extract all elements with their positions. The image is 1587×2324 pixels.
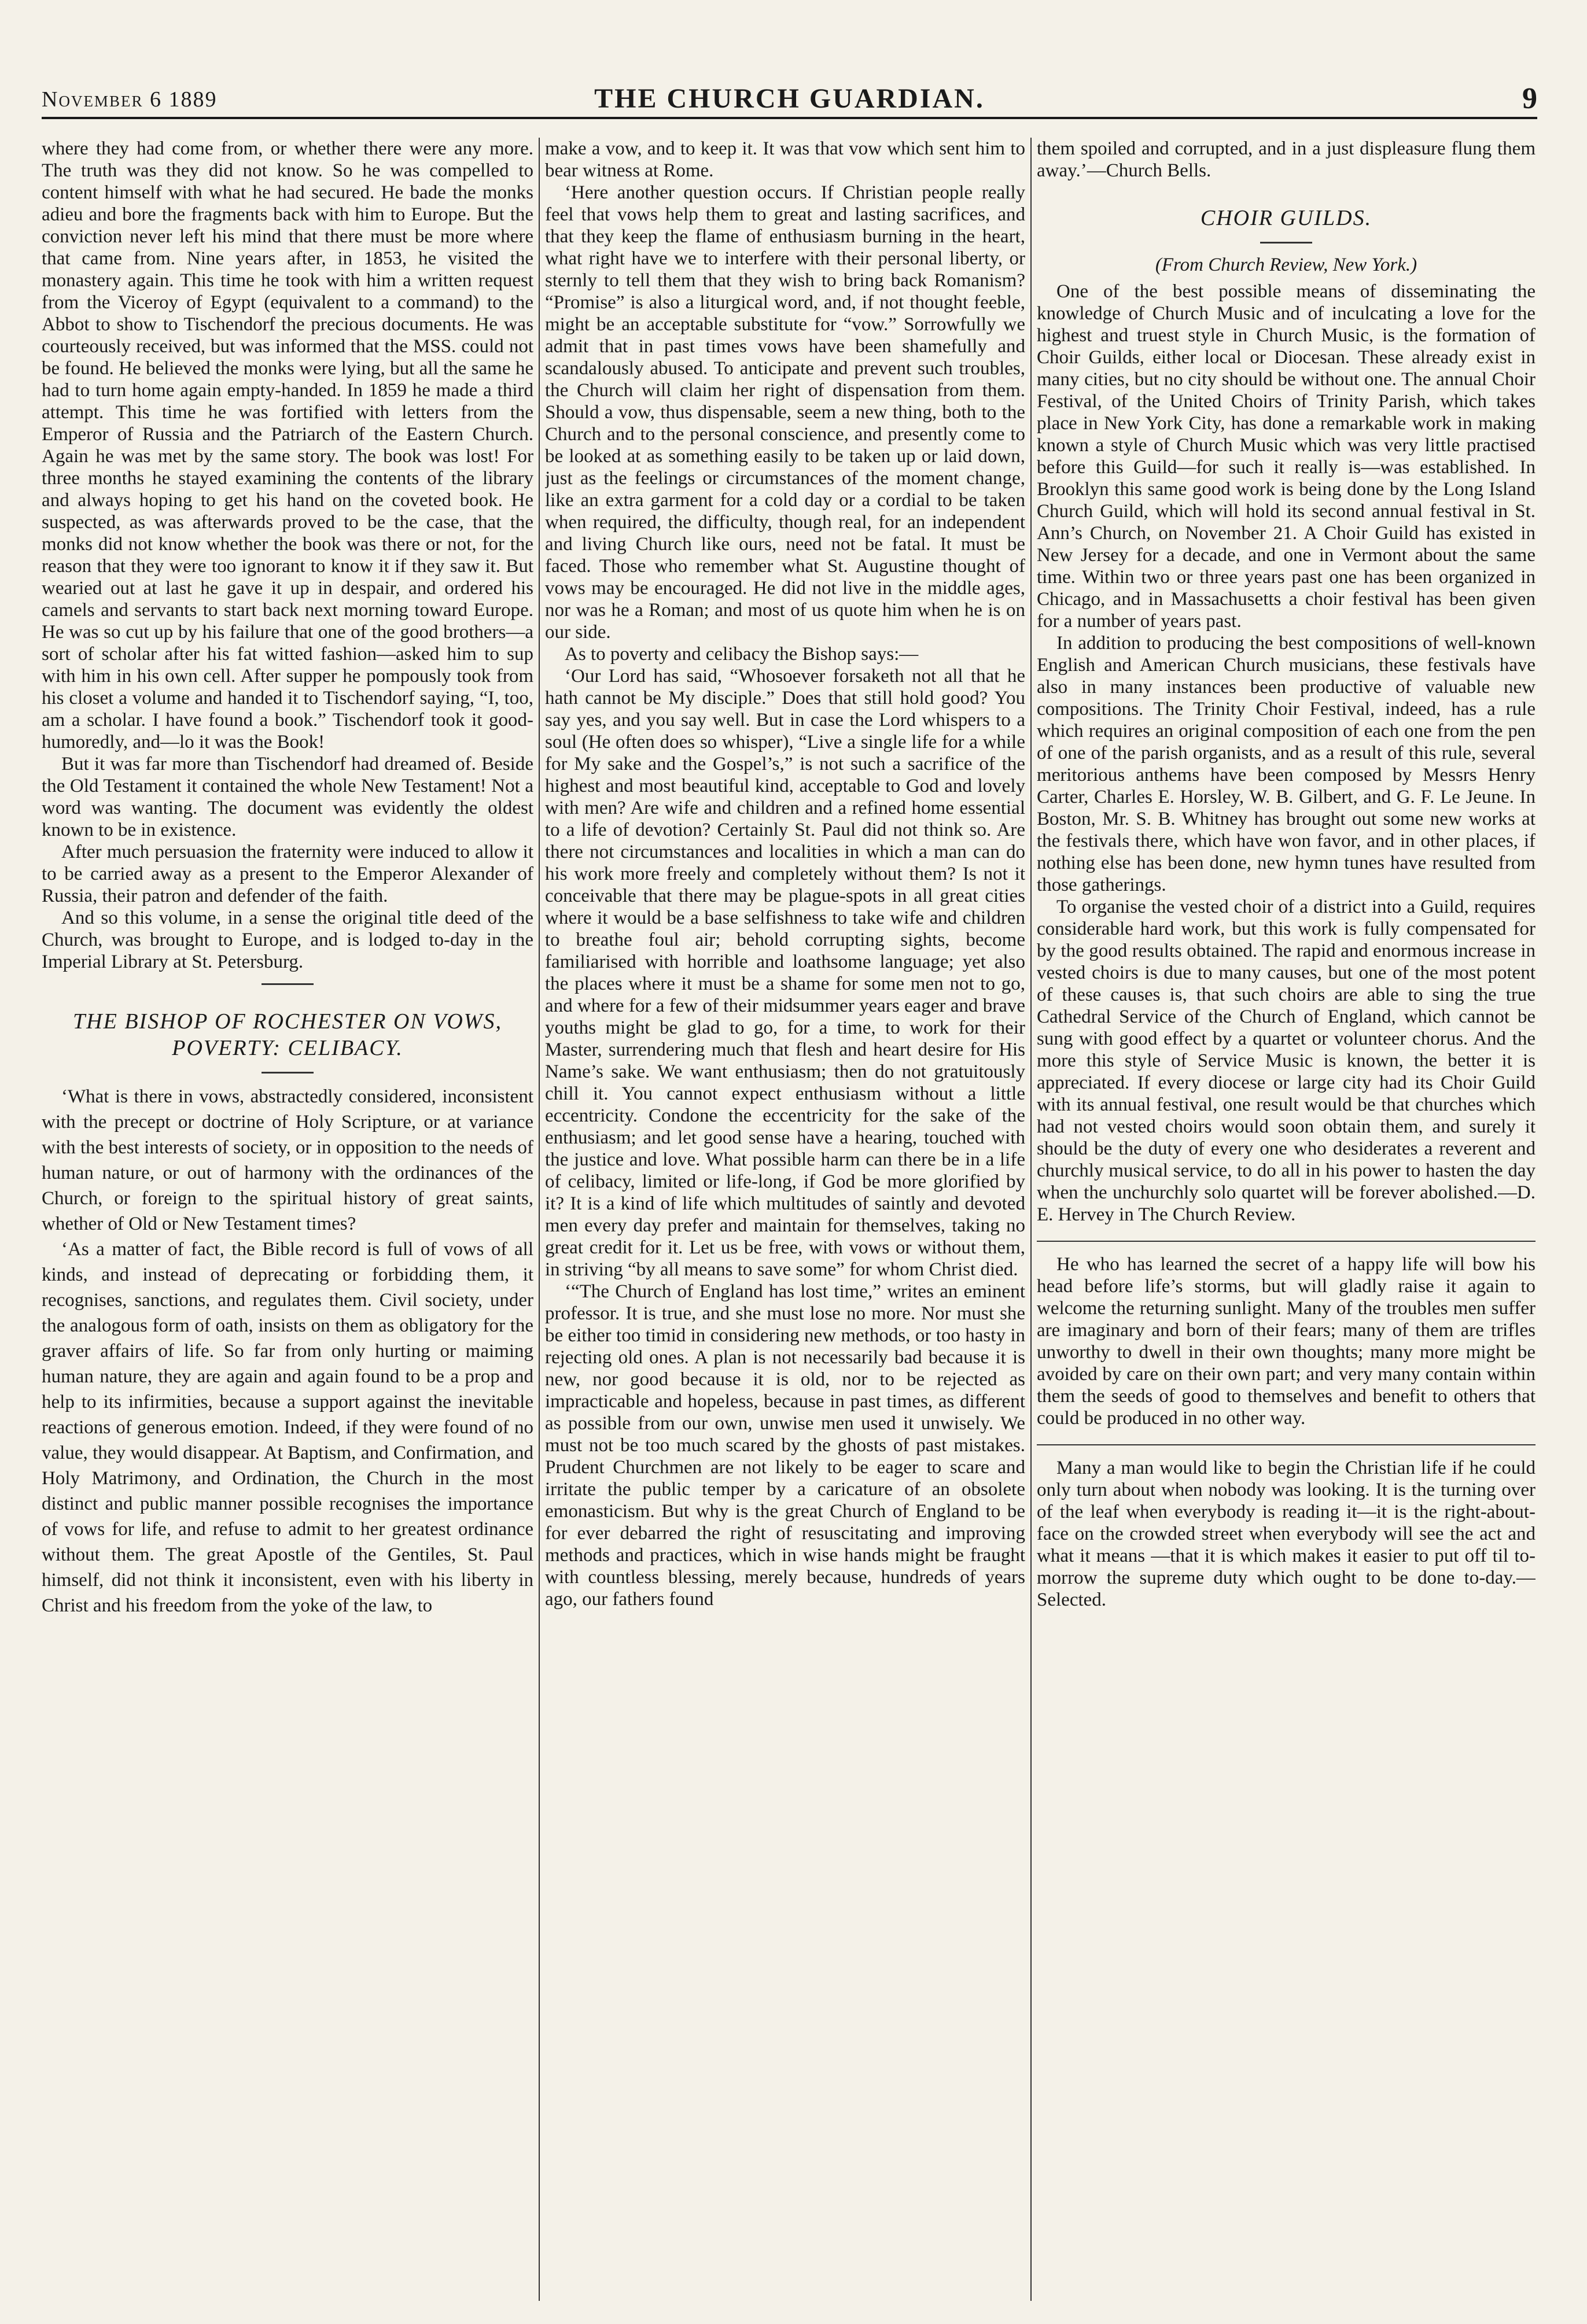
article-paragraph: After much persuasion the fraternity were induced to allow it to be carried away as a present to the Emperor Alexander of Russia, their patron and defender of the faith. [42,842,533,906]
article-paragraph: He who has learned the secret of a happy life will bow his head before life’s storms, but will gladly raise it again to welcome the returning sunlight. Many of the troubles men suffer are imaginary and born of their fears; many of them are trifles unworthy to dwell in their own thoughts; many more might be avoided by care on their own part; and very many contain within them the seeds of good to themselves and benefit to others that could be produced in no other way. [1037,1254,1536,1429]
issue-date: November 6 1889 [42,87,218,112]
section-divider [1260,242,1312,244]
article-paragraph: ‘“The Church of England has lost time,” writes an eminent professor. It is true, and she must lose no more. Nor must she be either too timid in considering new methods, or too hasty in rejecting old ones. A plan is not necessarily bad because it is new, nor good because it is old, nor to be rejected as impracticable and hopeless, because in past times, as different as possible from our own, unwise men used it unwisely. We must not be too much scared by the ghosts of past mistakes. Prudent Churchmen are not likely to be eager to scare and irritate the public temper by a caricature of an obsolete emonasticism. But why is the great Church of England to be for ever debarred the right of resuscitating and improving methods and practices, which in wise hands might be fraught with countless blessing, merely because, hundreds of years ago, our fathers found [545,1281,1025,1610]
article-paragraph: But it was far more than Tischendorf had dreamed of. Beside the Old Testament it contained the whole New Testament! Not a word was wanting. The document was evidently the oldest known to be in existence. [42,754,533,840]
article-paragraph: In addition to producing the best compositions of well-known English and American Church musicians, these festivals have also in many instances been productive of valuable new compositions. The Trinity Choir Festival, indeed, has a rule which requires an original composition of each one from the pen of one of the parish organists, and as a result of this rule, several meritorious anthems have been composed by Messrs Henry Carter, Charles E. Horsley, W. B. Gilbert, and G. F. Le Jeune. In Boston, Mr. S. B. Whitney has brought out some new works at the festivals there, which have won favor, and in other places, if nothing else has been done, new hymn tunes have resulted from those gatherings. [1037,633,1536,895]
article-paragraph: ‘Here another question occurs. If Christian people really feel that vows help them to great and lasting sacrifices, and that they keep the flame of enthusiasm burning in the heart, what right have we to interfere with their personal liberty, or sternly to tell them that they wish to bring back Romanism? “Promise” is also a liturgical word, and, if not thought feeble, might be an acceptable substitute for “vow.” Sorrowfully we admit that in past times vows have been shamefully and scandalously abused. To anticipate and prevent such troubles, the Church will claim her right of dispensation from them. Should a vow, thus dispensable, seem a new thing, both to the Church and to the personal conscience, and presently come to be looked at as something easily to be taken up or laid down, just as the feelings or circumstances of the moment change, like an extra garment for a cold day or a cordial to be taken when required, the difficulty, though real, for an independent and living Church like ours, need not be fatal. It must be faced. Those who remember what St. Augustine thought of vows may be encouraged. He did not live in the middle ages, nor was he a Roman; and most of us quote him when he is on our side. [545,182,1025,643]
column-2 [545,138,1025,2301]
newspaper-title: THE CHURCH GUARDIAN. [594,83,985,114]
article-paragraph: where they had come from, or whether there were any more. The truth was they did not know. So he was compelled to content himself with what he had secured. He bade the monks adieu and bore the fragments back with him to Europe. But the conviction never left his mind that there must be more where that came from. Nine years after, in 1853, he visited the monastery again. This time he took with him a written request from the Viceroy of Egypt (equivalent to a command) to the Abbot to show to Tischendorf the precious documents. He was courteously received, but was informed that the MSS. could not be found. He believed the monks were lying, but all the same he had to turn home again empty-handed. In 1859 he made a third attempt. This time he was fortified with letters from the Emperor of Russia and the Patriarch of the Eastern Church. Again he was met by the same story. The book was lost! For three months he stayed examining the contents of the library and always hoping to get his hand on the coveted book. He suspected, as was afterwards proved to be the case, that the monks did not know whether the book was there or not, for the reason that they were too ignorant to know it if they saw it. But wearied out at last he gave it up in despair, and ordered his camels and servants to start back next morning toward Europe. He was so cut up by his failure that one of the good brothers—a sort of scholar after his fat witted fashion—asked him to sup with him in his own cell. After supper he pompously took from his closet a volume and handed it to Tischendorf saying, “I, too, am a scholar. I have found a book.” Tischendorf took it good-humoredly, and—lo it was the Book! [42,138,533,752]
column-3 [1037,138,1536,2301]
article-paragraph: Many a man would like to begin the Christian life if he could only turn about when nobody was looking. It is the turning over of the leaf when everybody is reading it—it is the right-about-face on the crowded street when everybody will see the act and what it means —that it is which makes it easier to put off til to-morrow the supreme duty which ought to be done to-day.—Selected. [1037,1458,1536,1610]
section-divider [1037,1241,1536,1242]
article-heading: THE BISHOP OF ROCHESTER ON VOWS, POVERTY: CELIBACY. [73,1009,502,1060]
article-paragraph: And so this volume, in a sense the original title deed of the Church, was brought to Europe, and is lodged to-day in the Imperial Library at St. Petersburg. [42,908,533,972]
article-paragraph: To organise the vested choir of a district into a Guild, requires considerable hard work, but this work is fully compensated for by the good results obtained. The rapid and enormous increase in vested choirs is due to many causes, but one of the most potent of these causes is, that such choirs are able to sing the true Cathedral Service of the Church of England, which cannot be sung with good effect by a quartet or volunteer chorus. And the more this style of Service Music is known, the better it is appreciated. If every diocese or large city had its Choir Guild with its annual festival, one result would be that churches which had not vested choirs would soon obtain them, and surely it should be the duty of every one who desiderates a reverent and churchly musical service, to do all in his power to hasten the day when the unchurchly solo quartet will be forever abolished.—D. E. Hervey in The Church Review. [1037,897,1536,1225]
section-divider [1037,1444,1536,1445]
article-paragraph: ‘Our Lord has said, “Whosoever forsaketh not all that he hath cannot be My disciple.” Does that still hold good? You say yes, and you say well. But in case the Lord whispers to a soul (He often does so whisper), “Live a single life for a while for My sake and the Gospel’s,” is not such a sacrifice of the highest and most beautiful kind, acceptable to God and lovely with men? Are wife and children and a refined home essential to a life of devotion? Certainly St. Paul did not think so. Are there not circumstances and localities in which a man can do his work more freely and completely without them? Is not it conceivable that there may be plague-spots in all great cities where it would be a base selfishness to take wife and children to breathe foul air; behold corrupting sights, become familiarised with horrible and loathsome language; yet also the places where it must be a shame for some men not to go, and where for a few of their midsummer years eager and brave youths might be glad to go, for a time, to work for their Master, surrendering much that flesh and heart desire for His Name’s sake. We want enthusiasm; then do not gratuitously chill it. You cannot expect enthusiasm without a little eccentricity. Condone the eccentricity for the sake of the enthusiasm; and let good sense have a hearing, touched with the justice and love. What possible harm can there be in a life of celibacy, limited or life-long, if God be more glorified by it? It is a kind of life which multitudes of saintly and devoted men every day prefer and maintain for themselves, taking no great credit for it. Let us be free, with vows or without them, in striving “by all means to save some” for whom Christ died. [545,666,1025,1280]
page-number: 9 [1522,82,1537,115]
section-divider [262,983,314,985]
article-paragraph: One of the best possible means of disseminating the knowledge of Church Music and of inculcating a love for the highest and truest style in Church Music, is the formation of Choir Guilds, either local or Diocesan. These already exist in many cities, but no city should be without one. The annual Choir Festival, of the United Choirs of Trinity Parish, which takes place in New York City, has done a remarkable work in making known a style of Church Music which was very little practised before this Guild—for such it really is—was established. In Brooklyn this same good work is being done by the Long Island Church Guild, which will hold its second annual festival in St. Ann’s Church, on November 21. A Choir Guild has existed in New Jersey for a decade, and one in Vermont about the same time. Within two or three years past one has been organized in Chicago, and in Massachusetts a choir festival has been given for a number of years past. [1037,281,1536,632]
article-paragraph: make a vow, and to keep it. It was that vow which sent him to bear witness at Rome. [545,138,1025,181]
article-paragraph: them spoiled and corrupted, and in a just displeasure flung them away.’—Church Bells. [1037,138,1536,181]
column-divider [539,138,540,2301]
article-paragraph: As to poverty and celibacy the Bishop says:— [565,644,919,665]
column-1 [42,138,533,2301]
article-paragraph: ‘As a matter of fact, the Bible record is full of vows of all kinds, and instead of deprecating or forbidding them, it recognises, sanctions, and regulates them. Civil society, under the analogous form of oath, insists on them as obligatory for the graver affairs of life. So far from only hurting or maiming human nature, they are again and again found to be a prop and help to its infirmities, because a support against the inevitable reactions of generous emotion. Indeed, if they were found of no value, they would disappear. At Baptism, and Confirmation, and Holy Matrimony, and Ordination, the Church in the most distinct and public manner possible recognises the importance of vows for life, and refuse to admit to her greatest ordinance without them. The great Apostle of the Gentiles, St. Paul himself, did not think it inconsistent, even with his liberty in Christ and his freedom from the yoke of the law, to [42,1239,533,1616]
column-divider [1030,138,1032,2301]
article-source-note: (From Church Review, New York.) [1155,254,1417,275]
article-heading: CHOIR GUILDS. [1200,206,1372,230]
masthead [42,81,1537,119]
section-divider [262,1072,314,1074]
article-paragraph: ‘What is there in vows, abstractedly considered, inconsistent with the precept or doctrine of Holy Scripture, or at variance with the best interests of society, or in opposition to the needs of human nature, or out of harmony with the ordinances of the Church, or foreign to the spiritual history of great saints, whether of Old or New Testament times? [42,1086,533,1234]
